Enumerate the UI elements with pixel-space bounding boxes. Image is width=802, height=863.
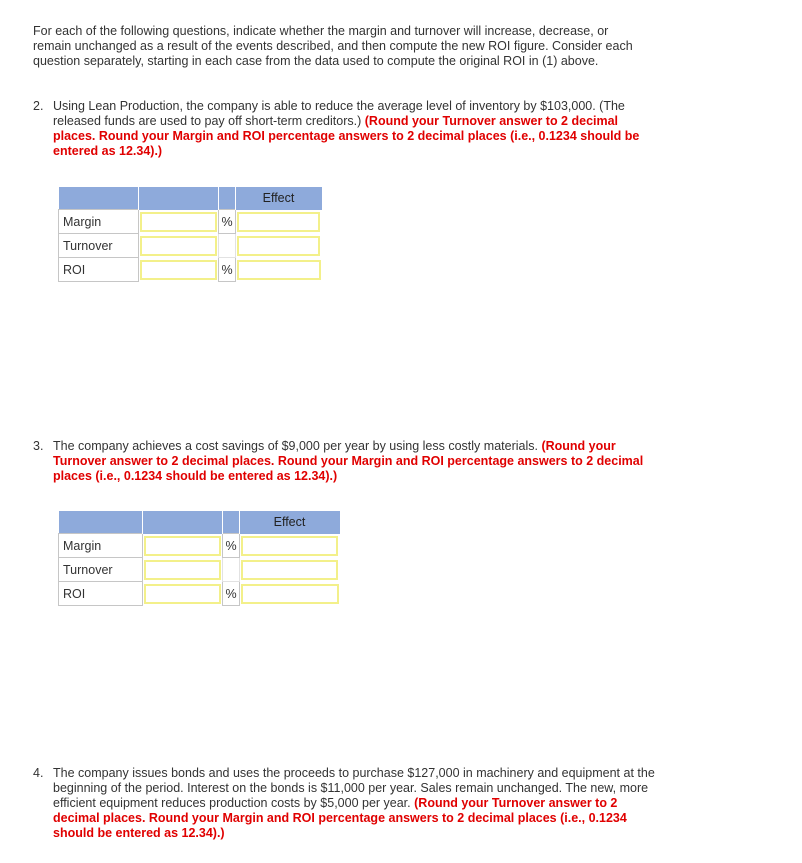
roi-value-input[interactable] [144,584,221,604]
percent-unit: % [223,582,240,606]
question-number: 4. [33,766,44,780]
turnover-effect-select[interactable] [237,236,320,256]
question-text: The company achieves a cost savings of $9,000 per year by using less costly materials. [53,439,538,453]
margin-effect-select[interactable] [241,536,338,556]
answer-table-q3 [58,511,340,606]
question-number: 3. [33,439,44,453]
row-label-turnover: Turnover [59,234,139,258]
roi-effect-select[interactable] [241,584,339,604]
rounding-note: (Round your Turnover answer to 2 decimal places. Round your Margin and ROI percentage answers to 2 decimal places (i.e., 0.1234 should be entered as 12.34).) [53,439,644,483]
turnover-value-input[interactable] [140,236,217,256]
row-label-margin: Margin [59,534,143,558]
rounding-note: (Round your Turnover answer to 2 decimal places. Round your Margin and ROI percentage answers to 2 decimal places (i.e., 0.1234 should be entered as 12.34).) [53,114,640,158]
rounding-note: (Round your Turnover answer to 2 decimal places. Round your Margin and ROI percentage answers to 2 decimal places (i.e., 0.1234 should be entered as 12.34).) [53,796,627,840]
question-4 [33,766,673,846]
intro-text: For each of the following questions, indicate whether the margin and turnover will increase, decrease, or remain unchanged as a result of the events described, and then compute the new ROI figure. Consider each question separately, starting in each case from the data used to compute the original ROI in (1) above. [33,24,633,68]
question-number: 2. [33,99,44,113]
effect-header: Effect [240,511,340,534]
row-label-turnover: Turnover [59,558,143,582]
table-row [59,558,340,582]
table-row [59,234,322,258]
unit-cell [219,234,236,258]
table-row [59,258,322,282]
roi-value-input[interactable] [140,260,217,280]
row-label-margin: Margin [59,210,139,234]
effect-header: Effect [236,187,322,210]
table-row [59,210,322,234]
roi-effect-select[interactable] [237,260,321,280]
turnover-effect-select[interactable] [241,560,338,580]
row-label-roi: ROI [59,258,139,282]
question-text: Using Lean Production, the company is able to reduce the average level of inventory by $103,000. (The released funds are used to pay off short-term creditors.) [53,99,625,128]
turnover-value-input[interactable] [144,560,221,580]
table-row [59,582,340,606]
margin-effect-select[interactable] [237,212,320,232]
table-row [59,534,340,558]
percent-unit: % [219,258,236,282]
row-label-roi: ROI [59,582,143,606]
unit-cell [223,558,240,582]
percent-unit: % [219,210,236,234]
margin-value-input[interactable] [144,536,221,556]
question-text: The company issues bonds and uses the proceeds to purchase $127,000 in machinery and equipment at the beginning of the period. Interest on the bonds is $11,000 per year. Sales remain unchanged. The new, more efficient equipment reduces production costs by $5,000 per year. [53,766,655,810]
margin-value-input[interactable] [140,212,217,232]
question-3 [33,439,663,487]
question-2 [33,99,653,161]
percent-unit: % [223,534,240,558]
answer-table-q2 [58,187,322,282]
